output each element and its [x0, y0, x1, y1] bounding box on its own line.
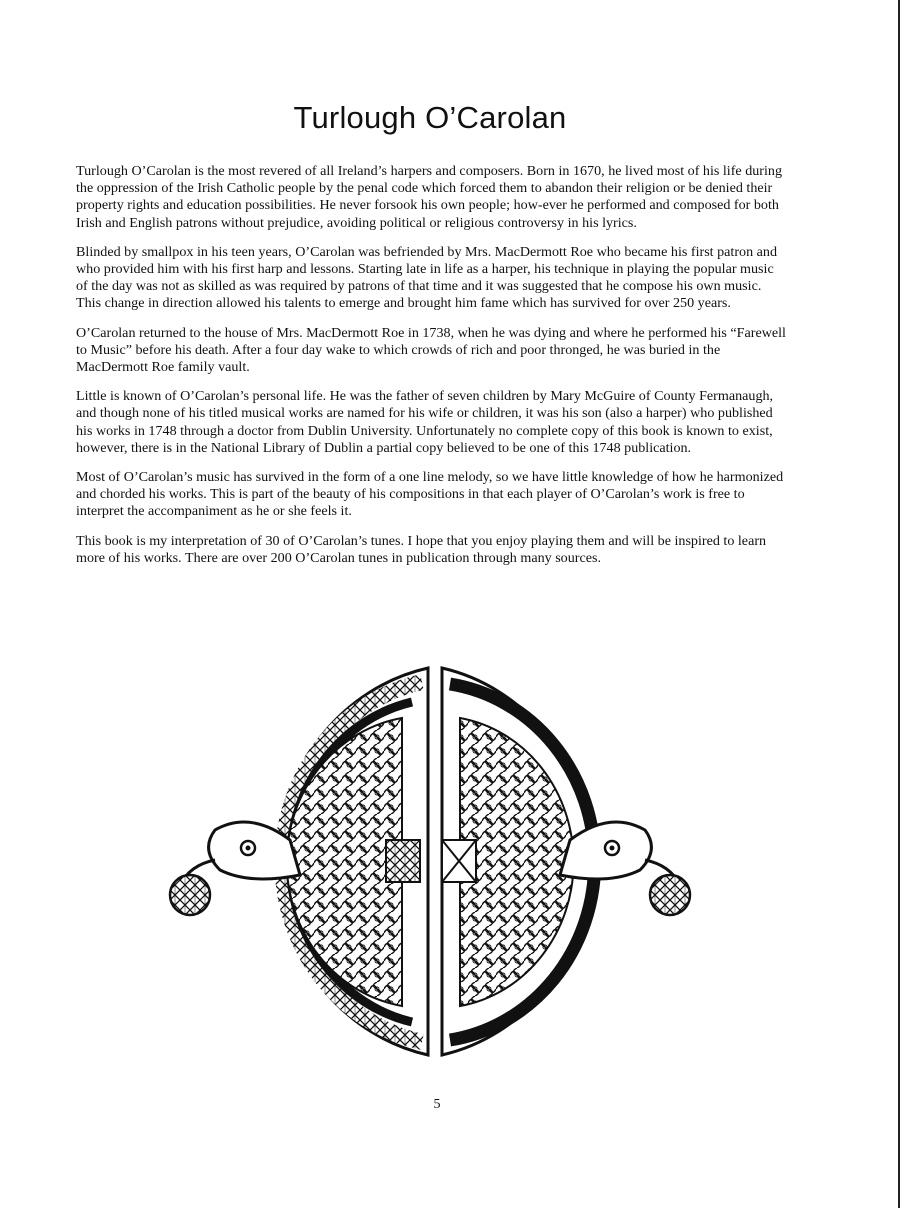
- page-number: 5: [433, 1097, 441, 1112]
- celtic-knot-emblem-icon: [160, 660, 700, 1065]
- paragraph-early-life: Blinded by smallpox in his teen years, O’Carolan was befriended by Mrs. MacDermott Roe who became his first patron and who provided him with his first harp and lessons. Starting late in life as a harper, his technique in playing the popular music of the day was not as skilled as was required by patrons of that time and it was suggested that he compose his own music. This change in direction allowed his talents to emerge and brought him fame which has survived for over 250 years.: [76, 243, 777, 312]
- emblem-left-half: [278, 668, 428, 1055]
- paragraph-music: Most of O’Carolan’s music has survived in the form of a one line melody, so we have little knowledge of how he harmonized and chorded his works. This is part of the beauty of his compositions in that each player of O’Carolan’s work is free to interpret the accompaniment as he or she feels it.: [76, 469, 784, 520]
- paragraph-intro: Turlough O’Carolan is the most revered of all Ireland’s harpers and composers. Born in 1670, he lived most of his life during the oppression of the Irish Catholic people by the penal code which forced them to abandon their religion or be denied their property rights and education possibilities. He never forsook his own people; how-ever he performed and composed for both Irish and English patrons without prejudice, avoiding political or religious controversy in his lyrics.: [76, 163, 782, 231]
- paragraph-book: This book is my interpretation of 30 of O’Carolan’s tunes. I hope that you enjoy playing them and will be inspired to learn more of his works. There are over 200 O’Carolan tunes in publication through many sources.: [76, 532, 767, 566]
- paragraph-personal-life: Little is known of O’Carolan’s personal life. He was the father of seven children by Mary McGuire of County Fermanaugh, and though none of his titled musical works are named for his wife or children, it was his son (also a harper) who published his works in 1748 through a doctor from Dublin University. Unfortunately no complete copy of this book is known to exist, however, there is in the National Library of Dublin a partial copy believed to be one of this 1748 publication.: [76, 388, 774, 456]
- body-text: [76, 163, 788, 579]
- paragraph-death: O’Carolan returned to the house of Mrs. MacDermott Roe in 1738, when he was dying and where he performed his “Farewell to Music” before his death. After a four day wake to which crowds of rich and poor thronged, he was buried in the MacDermott Roe family vault.: [76, 324, 786, 376]
- page-title: Turlough O’Carolan: [293, 100, 567, 135]
